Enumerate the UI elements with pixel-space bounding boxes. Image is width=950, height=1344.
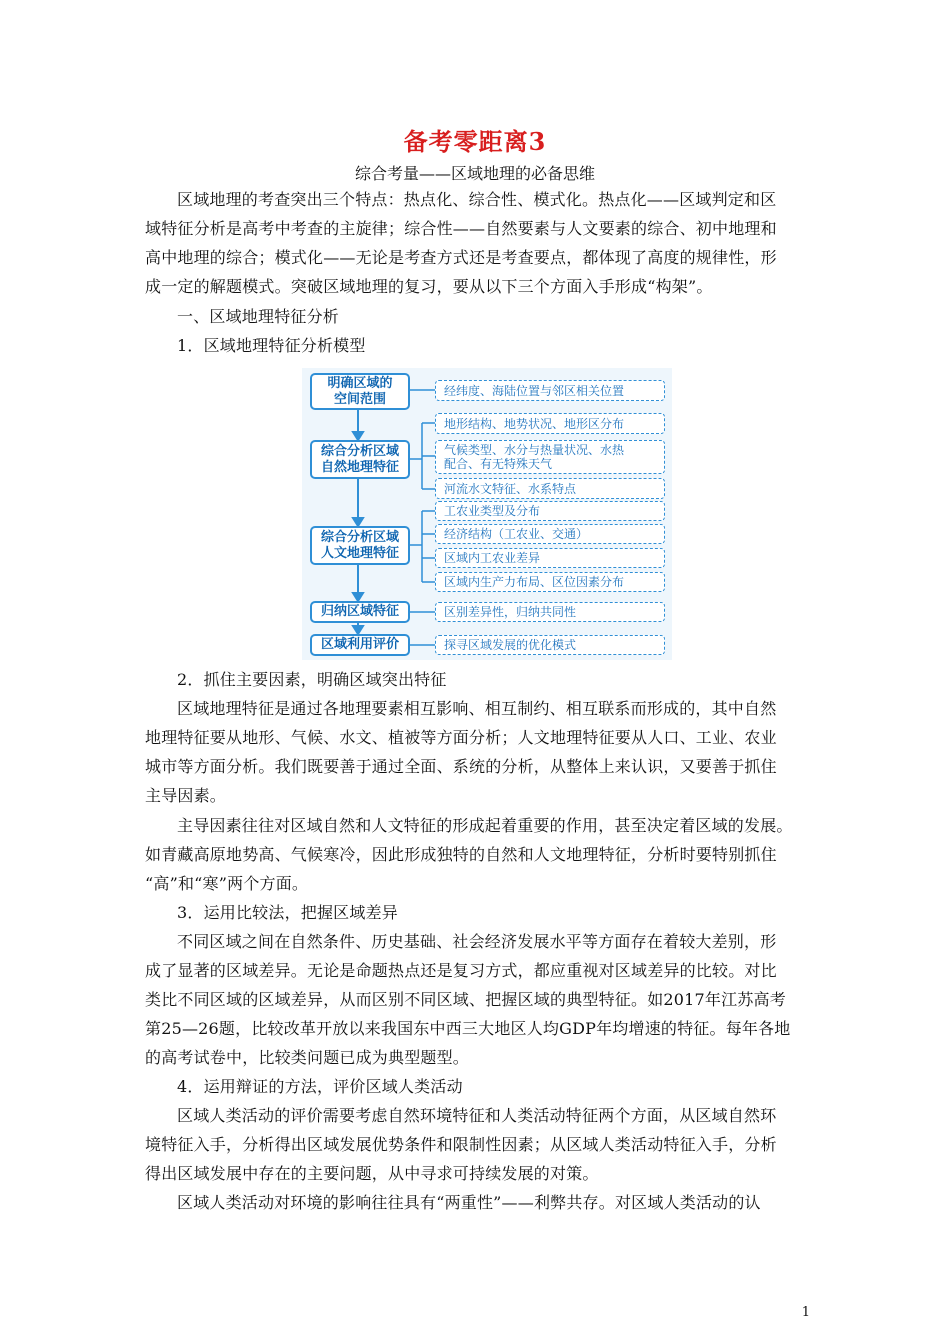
intro-line: 域特征分析是高考中考查的主旋律；综合性——自然要素与人文要素的综合、初中地理和 — [145, 219, 777, 238]
paragraph-line: 的高考试卷中，比较类问题已成为典型题型。 — [145, 1048, 470, 1067]
page-number: 1 — [801, 1305, 810, 1320]
subsection-heading: 4．运用辩证的方法，评价区域人类活动 — [177, 1077, 463, 1096]
paragraph-line: “高”和“寒”两个方面。 — [145, 874, 309, 893]
detail-location: 经纬度、海陆位置与邻区相关位置 — [435, 380, 665, 401]
paragraph-line: 主导因素。 — [145, 786, 227, 805]
page-subtitle: 综合考量——区域地理的必备思维 — [354, 164, 595, 183]
paragraph-line: 地理特征要从地形、气候、水文、植被等方面分析；人文地理特征要从人口、工业、农业 — [145, 728, 777, 747]
subsection-heading: 1．区域地理特征分析模型 — [177, 336, 366, 355]
paragraph-line: 不同区域之间在自然条件、历史基础、社会经济发展水平等方面存在着较大差别，形 — [177, 932, 777, 951]
section-heading: 一、区域地理特征分析 — [177, 307, 340, 326]
paragraph-line: 区域人类活动对环境的影响往往具有“两重性”——利弊共存。对区域人类活动的认 — [177, 1193, 761, 1212]
step-summarize-features: 归纳区域特征 — [310, 601, 410, 623]
detail-economic-structure: 经济结构（工农业、交通） — [435, 524, 665, 544]
paragraph-line: 得出区域发展中存在的主要问题，从中寻求可持续发展的对策。 — [145, 1164, 599, 1183]
paragraph-line: 主导因素往往对区域自然和人文特征的形成起着重要的作用，甚至决定着区域的发展。 — [177, 816, 793, 835]
detail-climate: 气候类型、水分与热量状况、水热 配合、有无特殊天气 — [435, 440, 665, 474]
intro-line: 区域地理的考查突出三个特点：热点化、综合性、模式化。热点化——区域判定和区 — [177, 190, 777, 209]
step-evaluate-use: 区域利用评价 — [310, 634, 410, 656]
subsection-heading: 2．抓住主要因素，明确区域突出特征 — [177, 670, 447, 689]
paragraph-line: 城市等方面分析。我们既要善于通过全面、系统的分析，从整体上来认识，又要善于抓住 — [145, 757, 777, 776]
detail-hydrology: 河流水文特征、水系特点 — [435, 478, 665, 499]
detail-industry-agriculture: 工农业类型及分布 — [435, 501, 665, 521]
detail-optimization-mode: 探寻区域发展的优化模式 — [435, 635, 665, 655]
paragraph-line: 第25—26题，比较改革开放以来我国东中西三大地区人均GDP年均增速的特征。每年各地 — [145, 1019, 791, 1038]
paragraph-line: 区域人类活动的评价需要考虑自然环境特征和人类活动特征两个方面，从区域自然环 — [177, 1106, 777, 1125]
region-analysis-diagram — [302, 368, 672, 660]
page-title: 备考零距离3 — [403, 127, 547, 156]
step-define-region: 明确区域的 空间范围 — [310, 373, 410, 410]
subsection-heading: 3．运用比较法，把握区域差异 — [177, 903, 398, 922]
intro-line: 高中地理的综合；模式化——无论是考查方式还是考查要点，都体现了高度的规律性，形 — [145, 248, 777, 267]
paragraph-line: 区域地理特征是通过各地理要素相互影响、相互制约、相互联系而形成的，其中自然 — [177, 699, 777, 718]
detail-terrain: 地形结构、地势状况、地形区分布 — [435, 413, 665, 434]
step-natural-features: 综合分析区域 自然地理特征 — [310, 440, 410, 479]
paragraph-line: 成了显著的区域差异。无论是命题热点还是复习方式，都应重视对区域差异的比较。对比 — [145, 961, 777, 980]
paragraph-line: 境特征入手，分析得出区域发展优势条件和限制性因素；从区域人类活动特征入手，分析 — [145, 1135, 777, 1154]
paragraph-line: 如青藏高原地势高、气候寒冷，因此形成独特的自然和人文地理特征，分析时要特别抓住 — [145, 845, 777, 864]
detail-regional-difference: 区域内工农业差异 — [435, 548, 665, 568]
detail-productivity-layout: 区域内生产力布局、区位因素分布 — [435, 572, 665, 592]
intro-line: 成一定的解题模式。突破区域地理的复习，要从以下三个方面入手形成“构架”。 — [145, 277, 713, 296]
step-human-features: 综合分析区域 人文地理特征 — [310, 526, 410, 565]
detail-differences-commonality: 区别差异性，归纳共同性 — [435, 602, 665, 622]
paragraph-line: 类比不同区域的区域差异，从而区别不同区域、把握区域的典型特征。如2017年江苏高考 — [145, 990, 786, 1009]
